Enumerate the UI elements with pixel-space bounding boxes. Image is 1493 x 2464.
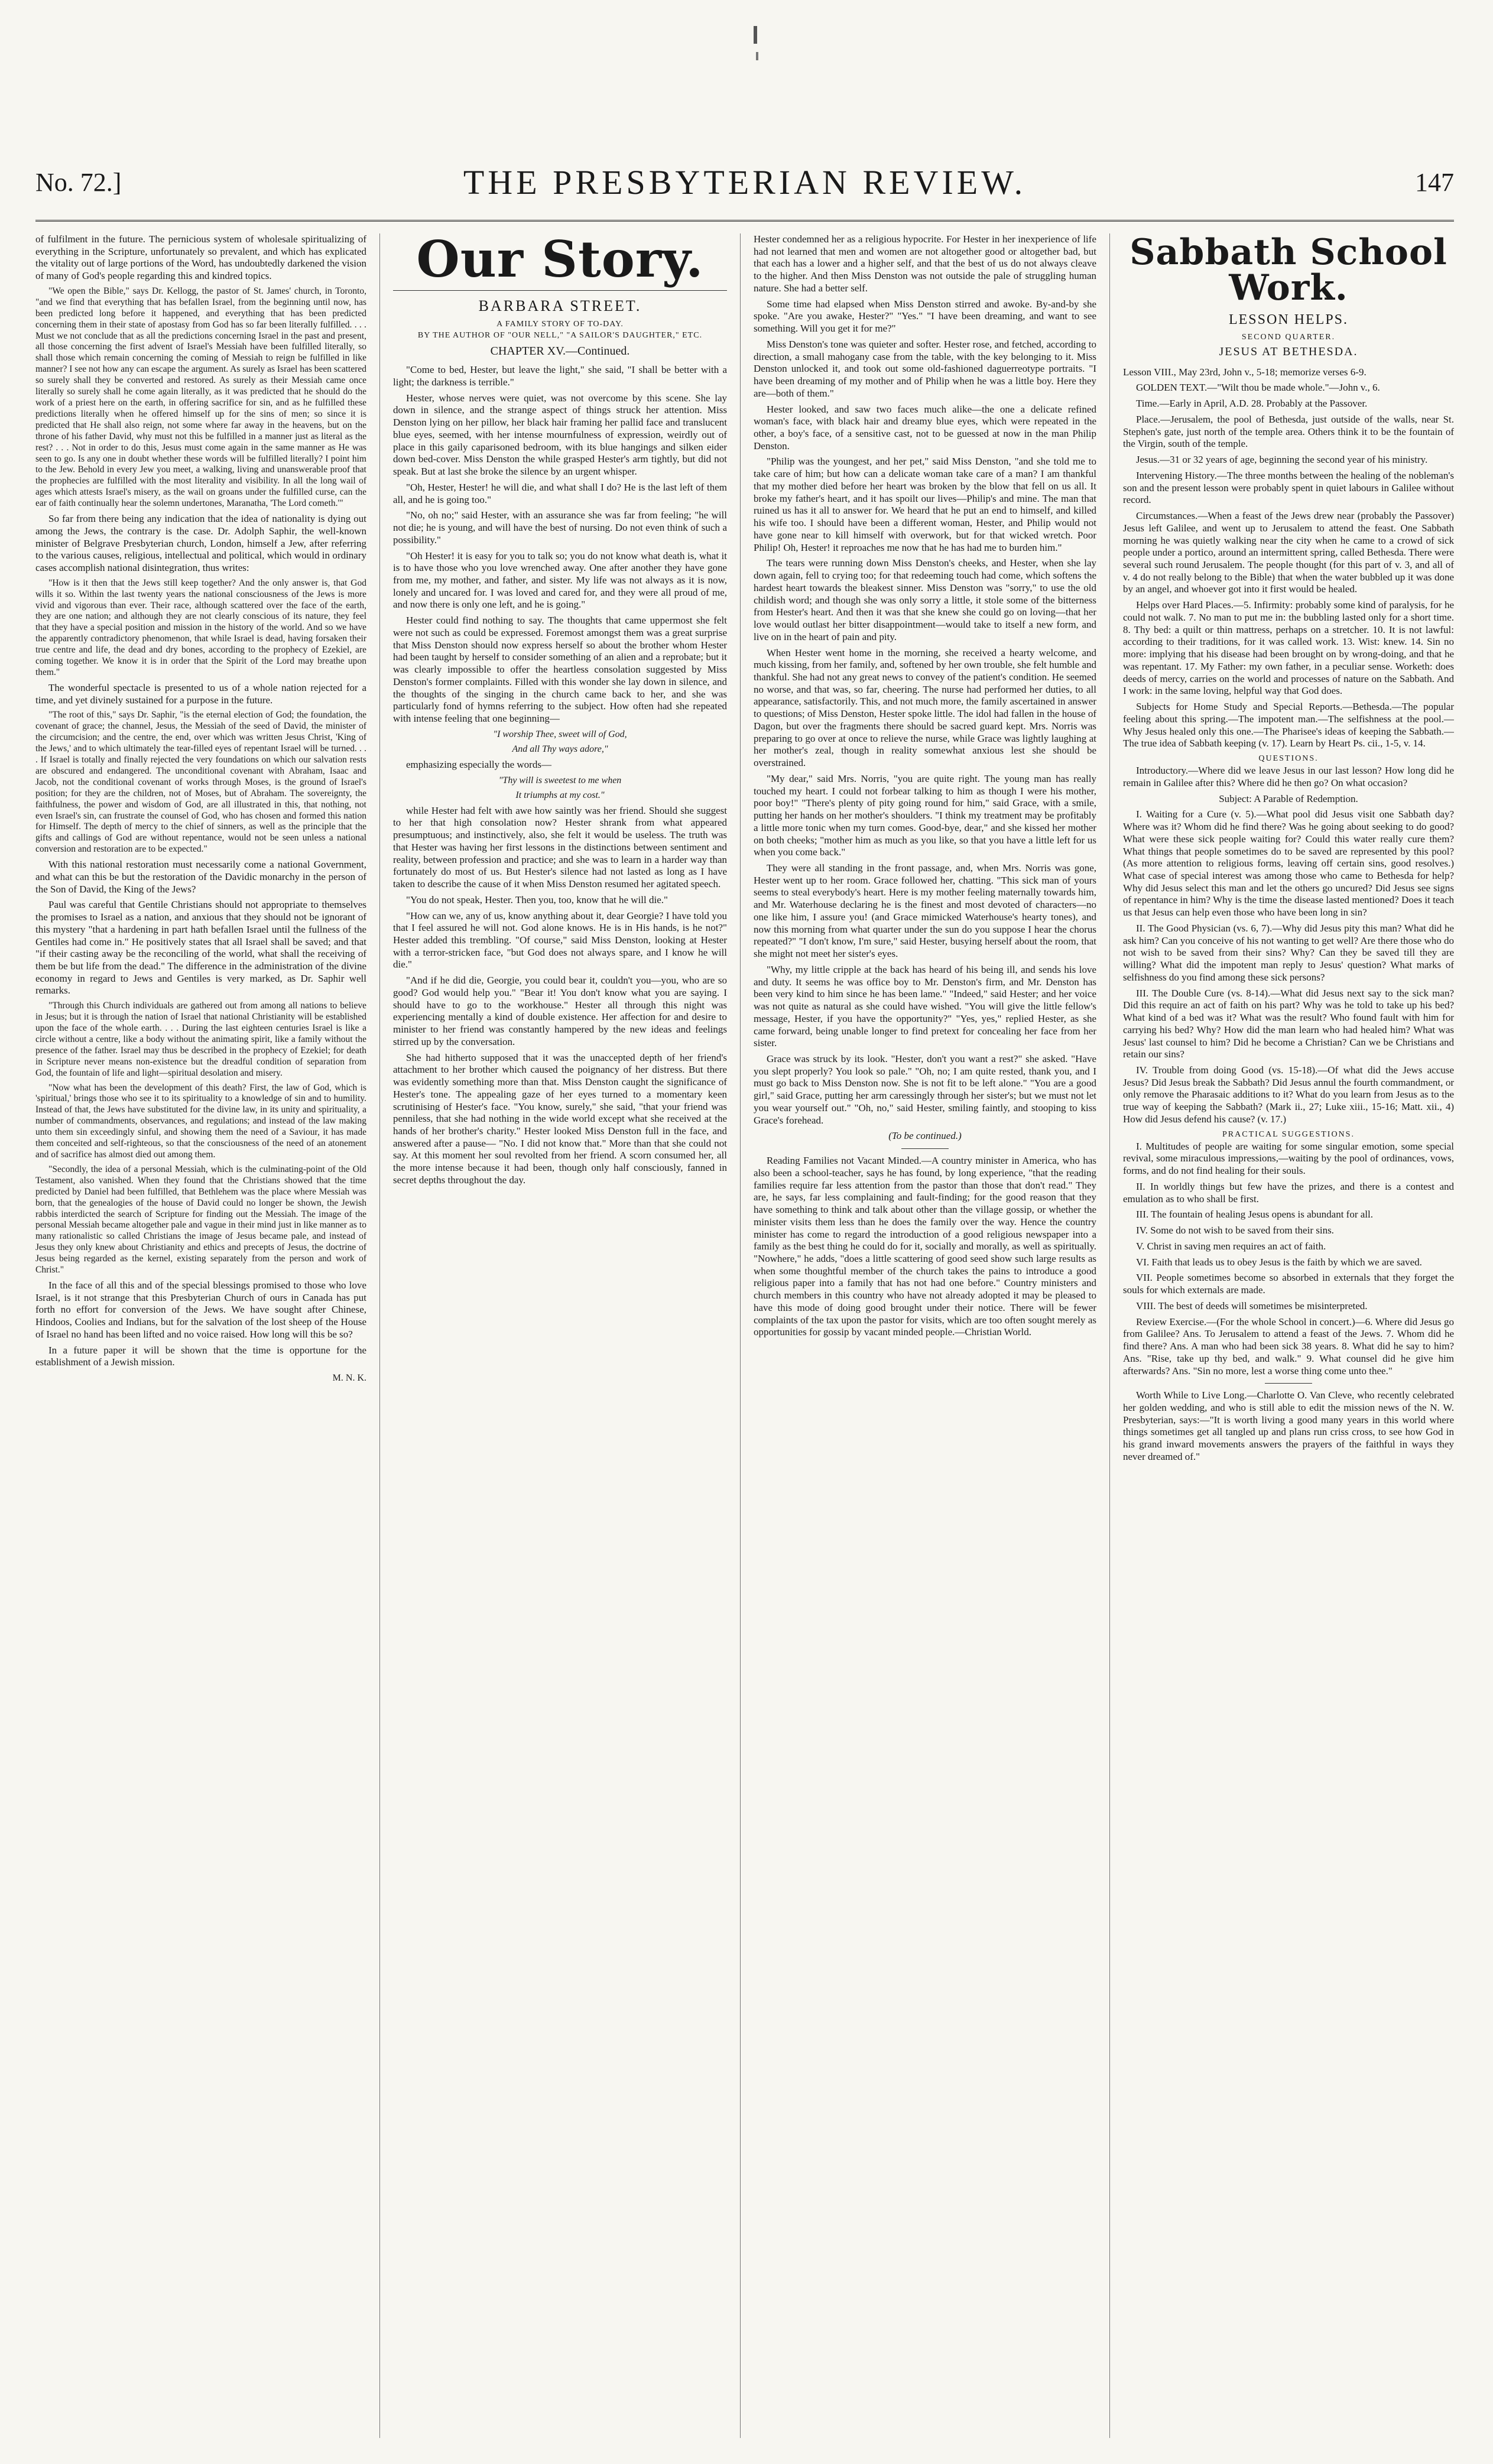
paragraph: III. The Double Cure (vs. 8-14).—What did Jesus next say to the sick man? Did this require an act of faith on his part? Why was he told to take up his bed? What kind of a bed was it? What was the result? Who found fault with him for carrying his bed? Why? How did the man learn who had healed him? What was Jesus' last counsel to him? Did he become a Christian? Can we be Christians and retain our sins? xyxy=(1123,987,1454,1060)
paragraph: Intervening History.—The three months between the healing of the nobleman's son and the present lesson were probably spent in quiet labours in Galilee without record. xyxy=(1123,469,1454,506)
page-number: 147 xyxy=(1415,168,1454,197)
paragraph: Paul was careful that Gentile Christians should not appropriate to themselves the promises to Israel as a nation, and anxious that they should not be ignorant of this mystery "that a hardening in part hath befallen Israel until the fullness of the Gentiles had come in." He positively states that all Israel shall be saved; and that "if their casting away be the reconciling of the world, what shall the receiving of them be but life from the dead." The difference in the administration of the divine economy in regard to Jews and Gentiles is very marked, as Dr. Saphir well remarks. xyxy=(35,899,366,996)
paragraph: "My dear," said Mrs. Norris, "you are quite right. The young man has really touched my heart. I could not forbear talking to him as though I were his mother, poor boy!" "There's plenty of pity going round for him," said Grace, with a smile, putting her hands on her mother's shoulders. "I think my treatment may be profitably a little more tonic when my turn comes. Good-bye, dear," and she kissed her mother on both cheeks; "mother him as much as you like, so that you have a little left for us when you come back." xyxy=(754,772,1096,858)
lesson-title: JESUS AT BETHESDA. xyxy=(1219,345,1358,359)
paragraph: She had hitherto supposed that it was the unaccepted depth of her friend's attachment to her brother which caused the poignancy of her distress. But there was evidently something more than that. Miss Denston caught the significance of Hester's tone. The appealing gaze of her eyes turned to a momentary keen scrutinising of Hester's face. "You know, surely," she said, "that your friend was penniless, that she had nothing in the wide world except what she received at the hands of her brother's charity." Hester looked Miss Denston full in the face, and answered after a pause— "No. I did not know that." More than that she could not say. At this moment her soul revolted from her friend. A scorn consumed her, all the more intense because it had been, though only half consciously, fanned in secret depths throughout the day. xyxy=(393,1051,727,1186)
column-divider xyxy=(379,233,380,2438)
paper-title: THE PRESBYTERIAN REVIEW. xyxy=(463,163,1027,202)
paragraph: Time.—Early in April, A.D. 28. Probably at the Passover. xyxy=(1136,398,1368,410)
paragraph: Review Exercise.—(For the whole School in concert.)—6. Where did Jesus go from Galilee? Ans. To Jerusalem to attend a feast of the Jews. 7. Whom did he find there? Ans. A man who had been sick 38 years. 8. What did he say to him? Ans. "Rise, take up thy bed, and walk." 9. What counsel did he give him afterwards? Ans. "Sin no more, lest a worse thing come unto thee." xyxy=(1123,1316,1454,1377)
paragraph: Miss Denston's tone was quieter and softer. Hester rose, and fetched, according to direction, a small mahogany case from the table, with the key belonging to it. Miss Denston unlocked it, and took out some old-fashioned daguerreotype portraits. "I have been dreaming of my mother and of Philip when he was a little boy. Here they are—both of them." xyxy=(754,338,1096,399)
paragraph: VI. Faith that leads us to obey Jesus is the faith by which we are saved. xyxy=(1136,1256,1422,1268)
paragraph: Grace was struck by its look. "Hester, don't you want a rest?" she asked. "Have you slept properly? You look so pale." "Oh, no; I am quite rested, thank you, and I must go back to Miss Denston now. She is not fit to be left alone." "You are a good girl," said Grace, putting her arm caressingly through her sister's; but we must not let you wear yourself out." "Oh, no," said Hester, smiling faintly, and stooping to kiss Grace's forehead. xyxy=(754,1053,1096,1126)
column-divider xyxy=(740,233,741,2438)
lesson-helps-heading: LESSON HELPS. xyxy=(1228,312,1349,327)
paragraph: Lesson VIII., May 23rd, John v., 5-18; memorize verses 6-9. xyxy=(1123,366,1367,378)
paragraph: Hester could find nothing to say. The thoughts that came uppermost she felt were not such as could be expressed. Foremost amongst them was a great surprise that Miss Denston should now express herself so about the brother whom Hester had been taught by herself to consider something of an alien and a reprobate; but it was clearly impossible to offer the heartless consolation suggested by Miss Denston's former complaints. Filled with this wonder she lay down in silence, and the thoughts of the singing in the church came back to her, and she was particularly fond of hymns referring to the subject. How often had she repeated with intense feeling that one beginning— xyxy=(393,615,727,725)
scan-mark-small xyxy=(756,52,758,60)
issue-number: No. 72.] xyxy=(35,168,122,197)
practical-heading: PRACTICAL SUGGESTIONS. xyxy=(1222,1129,1355,1139)
paragraph: emphasizing especially the words— xyxy=(406,758,551,770)
paragraph: Subjects for Home Study and Special Reports.—Bethesda.—The popular feeling about this spring.—The impotent man.—The selfishness at the pool.—Why Jesus healed only this one.—The Pharisee's ideas of keeping the Sabbath.—The true idea of Sabbath keeping (v. 17). Learn by Heart Ps. cii., 1-5, v. 14. xyxy=(1123,701,1454,749)
paragraph: Worth While to Live Long.—Charlotte O. Van Cleve, who recently celebrated her golden wedding, and who is still able to edit the mission news of the N. W. Presbyterian, says:—"It is worth living a good many years in this world where things sometimes get all tangled up and plans run criss cross, to see how God in his grand inward movements answers the prayers of the faithful in ways they never dreamed of." xyxy=(1123,1390,1454,1462)
paragraph: In the face of all this and of the special blessings promised to those who love Israel, is it not strange that this Presbyterian Church of ours in Canada has put forth no effort for conversion of the Jews. We have sought after Chinese, Hindoos, Coolies and Indians, but for the salvation of the lost sheep of the House of Israel no hand has been lifted and no voice raised. How long will this be so? xyxy=(35,1279,366,1340)
paragraph: "Oh, Hester, Hester! he will die, and what shall I do? He is the last left of them all, and he is going too." xyxy=(393,481,727,505)
paragraph: "Oh Hester! it is easy for you to talk so; you do not know what death is, what it is to have those who you love wrenched away. One after another they have gone from me, my mother, and father, and sister. My life was not always as it is now, lonely and uncared for. I was loved and cared for, and they were all proud of me, and now there is only one left, and he is going." xyxy=(393,550,727,611)
column-our-story xyxy=(393,233,727,2453)
paragraph: "And if he did die, Georgie, you could bear it, couldn't you—you, who are so good? God would help you." "Bear it! You don't know what you are saying. I should have to go to the workhouse." Hester all through this night was experiencing mentally a kind of double existence. Her affection for and desire to minister to her friend was constantly hampered by the new ideas and feelings stirred up by the conversation. xyxy=(393,975,727,1047)
paragraph: "No, oh no;" said Hester, with an assurance she was far from feeling; "he will not die; he is young, and will have the best of nursing. Do not even think of such a possibility." xyxy=(393,509,727,546)
column-story-continued xyxy=(754,233,1096,2453)
hymn-line: "Thy will is sweetest to me when xyxy=(498,775,622,785)
paragraph: "How can we, any of us, know anything about it, dear Georgie? I have told you that I feel assured he will not. God alone knows. He is in His hands, is he not?" Hester added this trembling. "Of course," said Miss Denston, looking at Hester with a terror-stricken face, "but God does not always spare, and I know he will die." xyxy=(393,910,727,970)
paragraph: IV. Some do not wish to be saved from their sins. xyxy=(1136,1225,1334,1236)
quotation: "The root of this," says Dr. Saphir, "is the eternal election of God; the foundation, the covenant of grace; the channel, Jesus, the Messiah of the seed of David, the minister of the circumcision; and the centre, the end, over which was written Jesus Christ, 'King of the Jews,' and to which ultimately the tear-filled eyes of repentant Israel will be turned. . . . If Israel is totally and finally rejected the very foundations on which our salvation rests are obscured and endangered. The unconditional covenant with Abraham, Isaac and Jacob, not the conditional covenant of works through Moses, is the ground of Israel's position; for they are the children, not of Moses, but of Abraham. The sovereignty, the faithfulness, the power and wisdom of God, are all illustrated in this, that nothing, not even Israel's sin, can frustrate the counsel of God, who has chosen and formed this nation for Himself. The depth of mercy to the chief of sinners, as well as the principle that the gifts and callings of God are without repentance, would not be seen unless a national conversion and restoration are to be expected." xyxy=(35,710,366,855)
paragraph: "You do not speak, Hester. Then you, too, know that he will die." xyxy=(406,894,668,905)
questions-heading: QUESTIONS. xyxy=(1258,754,1319,764)
paragraph: I. Multitudes of people are waiting for some singular emotion, some special revival, some miraculous impressions,—waiting by the pool of ordinances, vows, forms, and do not find healing for their souls. xyxy=(1123,1140,1454,1177)
paragraph: Reading Families not Vacant Minded.—A country minister in America, who has also been a school-teacher, says he has found, by long experience, "that the reading families require far less attention from the pastor than those that don't read." They are, he says, far less complaining and fault-finding; for the good reason that they have something to think and talk about other than the village gossip, or whether the minister visits them less than he does the family over the way. Hence the country minister has come to regard the introduction of a good religious newspaper into a family as the best thing he could do for it, socially and morally, as well as spiritually. "Nowhere," he adds, "does a little scattering of good seed show such large results as when some thoughtful member of the church takes the pains to introduce a good religious paper into a family that has not had one before." Country ministers and church members in this country who have not already adopted it may be pleased to have this mode of doing good brought under their notice. There will be fewer complaints of the tax upon the pastor for visits, which are too often sought merely as opportunities for gossip by vacant minded people.—Christian World. xyxy=(754,1155,1096,1338)
column-sabbath-school xyxy=(1123,233,1454,2453)
to-be-continued: (To be continued.) xyxy=(888,1130,962,1142)
author-signature: M. N. K. xyxy=(332,1373,366,1384)
paragraph: of fulfilment in the future. The pernicious system of wholesale spiritualizing of everything in the Scripture, unfortunately so prevalent, and which has explicated the vitality out of large portions of the Word, has undoubtedly darkened the vision of many of God's people regarding this and kindred topics. xyxy=(35,233,366,282)
paragraph: VII. People sometimes become so absorbed in externals that they forget the souls for which externals are made. xyxy=(1123,1272,1454,1296)
paragraph: VIII. The best of deeds will sometimes be misinterpreted. xyxy=(1136,1300,1368,1311)
divider xyxy=(1265,1383,1312,1384)
paragraph: Introductory.—Where did we leave Jesus in our last lesson? How long did he remain in Galilee after this? Where did he then go? On what occasion? xyxy=(1123,765,1454,788)
paragraph: Helps over Hard Places.—5. Infirmity: probably some kind of paralysis, for he could not walk. 7. No man to put me in: the bubbling lasted only for a short time. 8. Thy bed: a quilt or thin mattress, perhaps on a stretcher. 10. It is not lawful: according to their traditions, for it was called work. 13. Wist: knew. 14. Sin no more: implying that his disease had been brought on by wrong-doing, and that he was repentant. 17. My Father: my own father, in a peculiar sense. Worketh: does deeds of mercy, carries on the world and processes of nature on the Sabbath. And I work: in the same loving, helpful way that God does. xyxy=(1123,599,1454,697)
paragraph: With this national restoration must necessarily come a national Government, and what can this be but the restoration of the Davidic monarchy in the person of the Son of David, the King of the Jews? xyxy=(35,859,366,895)
paragraph: They were all standing in the front passage, and, when Mrs. Norris was gone, Hester went up to her room. Grace followed her, chatting. "This sick man of yours seems to steal everybody's heart. Here is my mother feeling maternally towards him, and Mr. Waterhouse declaring he is the finest and most devoted of characters—no one like him, I assure you! (and Grace mimicked Waterhouse's hearty tones), and now this morning from what quarter under the sun do you suppose I hear the chorus repeated?" "I don't know, I'm sure," said Hester, busying herself about the room, that she might not meet her sister's eyes. xyxy=(754,862,1096,960)
paragraph: Hester looked, and saw two faces much alike—the one a delicate refined woman's face, with black hair and dreamy blue eyes, which were repeated in the other, a boy's face, of a sensitive cast, not to be guessed at now in the man Philip Denston. xyxy=(754,403,1096,452)
section-heading: Our Story. xyxy=(416,233,704,288)
paragraph: In a future paper it will be shown that the time is opportune for the establishment of a Jewish mission. xyxy=(35,1344,366,1368)
paragraph: II. In worldly things but few have the prizes, and there is a contest and emulation as to who shall be first. xyxy=(1123,1180,1454,1205)
paragraph: V. Christ in saving men requires an act of faith. xyxy=(1136,1240,1326,1252)
paragraph: Circumstances.—When a feast of the Jews drew near (probably the Passover) Jesus left Galilee, and went up to Jerusalem to attend the feast. One Sabbath morning he was quietly walking near the city when he came to a crowd of sick people under a portico, around an intermittent spring, called Bethesda. There were several such round Jerusalem. The people thought (for this part of v. 3, and all of v. 4 do not really belong to the Bible) that when the water bubbled up it was done by an angel, and whoever got into it first would be healed. xyxy=(1123,510,1454,595)
paragraph: Hester condemned her as a religious hypocrite. For Hester in her inexperience of life had not learned that men and women are not altogether good or altogether bad, but that each has a lower and a higher self, and that the best of us do not always cleave to the higher. And then Miss Denston was not outside the pale of struggling human nature. She had a better self. xyxy=(754,233,1096,294)
paragraph: So far from there being any indication that the idea of nationality is dying out among the Jews, the contrary is the case. Dr. Adolph Saphir, the well-known minister of Belgrave Presbyterian church, London, himself a Jew, after referring to the various causes, religious, intellectual and political, which would in ordinary cases accomplish national disintegration, thus writes: xyxy=(35,513,366,573)
paragraph: Hester, whose nerves were quiet, was not overcome by this scene. She lay down in silence, and the strange aspect of things struck her attention. Miss Denston lying on her pillow, her black hair framing her pallid face and translucent blue eyes, seemed, with her intense mournfulness of expression, weirdly out of place in this gaily caparisoned bedroom, with its blue hangings and silken eider down bed-cover. Miss Denston the while grasped Hester's arm tightly, but did not speak. But at last she broke the silence by an urgent whisper. xyxy=(393,392,727,478)
paragraph: The tears were running down Miss Denston's cheeks, and Hester, when she lay down again, fell to crying too; for that redeeming touch had come, which softens the hardest heart towards the bleakest sinner. Miss Denston was "sorry," to use the old childish word; and though she was only sorry a little, it stole some of the bitterness from Hester's heart. And then it was that she knew she could go on loving—that her love would outlast her bitter disappointment—would take to itself a new form, and live on in the heart of pain and pity. xyxy=(754,557,1096,642)
paragraph: "Come to bed, Hester, but leave the light," she said, "I shall be better with a light; the darkness is terrible." xyxy=(393,364,727,388)
section-heading: Sabbath School Work. xyxy=(1130,233,1447,309)
paragraph: IV. Trouble from doing Good (vs. 15-18).—Of what did the Jews accuse Jesus? Did Jesus break the Sabbath? Did Jesus annul the fourth commandment, or only remove the Pharasaic additions to it? What do you learn from Jesus as to the true way of keeping the Sabbath? (Mark ii., 27; Luke xiii., 15-16; Matt. xii., 4) How did Jesus defend his cause? (v. 17.) xyxy=(1123,1064,1454,1125)
chapter-heading: CHAPTER XV.—Continued. xyxy=(490,344,630,358)
paragraph: "Philip was the youngest, and her pet," said Miss Denston, "and she told me to take care of him; but how can a delicate woman take care of a man? I am thankful that my mother died before her heart was broken by the blow that fell on us all. It broke my father's heart, and it has spoilt our lives—Philip's and mine. The man that ruined us has it all to answer for. We heard that he put an end to himself, and killed his wife too. I should have been a different woman, Hester, and Philip would not have gone near to kill himself with overwork, but for that wicked wretch. Poor Philip! Oh, Hester! it reproaches me now that he has had me to burden him." xyxy=(754,456,1096,553)
hymn-line: "I worship Thee, sweet will of God, xyxy=(493,729,627,739)
story-subtitle: A FAMILY STORY OF TO-DAY. xyxy=(496,319,624,329)
paragraph: while Hester had felt with awe how saintly was her friend. Should she suggest to her that high consolation now? Hester shrank from what appeared presumptuous; and instinctively, also, she felt it would be useless. The truth was that Hester was having her first lessons in the distinctions between sentiment and reality, between profession and practice; and she was to learn in a harder way than fortunately do most of us. But Hester's silence had not lasted as long as I have taken to describe the cause of it when Miss Denston resumed her agitated speech. xyxy=(393,804,727,890)
golden-text: GOLDEN TEXT.—"Wilt thou be made whole."—John v., 6. xyxy=(1136,382,1380,394)
subject-line: Subject: A Parable of Redemption. xyxy=(1219,793,1358,804)
paragraph: The wonderful spectacle is presented to us of a whole nation rejected for a time, and yet divinely sustained for a purpose in the future. xyxy=(35,681,366,706)
divider xyxy=(901,1148,949,1149)
paragraph: When Hester went home in the morning, she received a hearty welcome, and much kissing, from her family, and, softened by her own trouble, she felt humble and thankful. She had not any great news to convey of the patient's condition. He seemed no worse, and that was, so far, cheering. The nurse had performed her duties, to all appearance, satisfactorily. This, and not much more, the family ascertained in answer to questions; of Miss Denston, Hester spoke little. The idol had fallen in the house of Dagon, but over the fragments there should be sacred guard kept. Mrs. Norris was preparing to go over at once to relieve the nurse, while Grace was lightly laughing at her mother's zeal, though in reality somewhat anxious lest she should be overstrained. xyxy=(754,647,1096,769)
quotation: "Secondly, the idea of a personal Messiah, which is the culminating-point of the Old Testament, also vanished. When they found that the Christians showed that the time predicted by Daniel had been fulfilled, that Bethlehem was the place where Messiah was born, that the genealogies of the house of David could no longer be shown, the Jewish rabbis interdicted the search of Scripture for finding out the Messiah. The image of the personal Messiah became altogether pale and vague in their mind just in like manner as to many rationalistic so called Christians the image of Jesus became pale, and instead of Jesus they only knew about Christianity and ethics and precepts of Jesus, the doctrine of Jesus being regarded as the kernel, existing separately from the person and work of Christ." xyxy=(35,1164,366,1275)
column-restoration-article xyxy=(35,233,366,2453)
paragraph: Place.—Jerusalem, the pool of Bethesda, just outside of the walls, near St. Stephen's gate, just north of the temple area. Others think it to be the fountain of the Virgin, south of the temple. xyxy=(1123,413,1454,450)
paragraph: Some time had elapsed when Miss Denston stirred and awoke. By-and-by she spoke. "Are you awake, Hester?" "Yes." "I have been dreaming, and want to see something. Will you get it for me?" xyxy=(754,298,1096,335)
story-title: BARBARA STREET. xyxy=(393,290,727,316)
story-byline: BY THE AUTHOR OF "OUR NELL," "A SAILOR'S DAUGHTER," ETC. xyxy=(417,330,703,340)
paragraph: II. The Good Physician (vs. 6, 7).—Why did Jesus pity this man? What did he ask him? Can you conceive of his not wanting to get well? Are there those who do not wish to be saved from their sins? Why? Can they be saved till they are willing? What did the impotent man reply to Jesus' question? What marks of selfishness do you find among these sick persons? xyxy=(1123,922,1454,983)
paragraph: III. The fountain of healing Jesus opens is abundant for all. xyxy=(1136,1209,1373,1220)
column-divider xyxy=(1109,233,1110,2438)
paragraph: Jesus.—31 or 32 years of age, beginning the second year of his ministry. xyxy=(1136,454,1428,466)
hymn-line: It triumphs at my cost." xyxy=(515,790,605,801)
scan-mark xyxy=(754,26,757,44)
quotation: "How is it then that the Jews still keep together? And the only answer is, that God wills it so. Within the last twenty years the national consciousness of the Jews is more vivid and vigorous than ever. Their race, although scattered over the face of the earth, they are one nation; and although they are not clearly conscious of its nature, they feel that they have a special position and mission in the history of the world. And so we have the apparently contradictory phenomenon, that while Israel is dead, having forsaken their true centre and life, the dead and dry bones, according to the prophecy of Ezekiel, are coming together. We know it is in order that the Spirit of the Lord may breathe upon them." xyxy=(35,577,366,677)
quotation: "Now what has been the development of this death? First, the law of God, which is 'spiritual,' brings those who see it to its spirituality to a knowledge of sin and to humility. Instead of that, the Jews have substituted for the divine law, in its unity and spirituality, a number of commandments, observances, and regulations; and instead of the law making unto them sin exceedingly sinful, and showing them the need of a Saviour, it has made them conceited and self-righteous, so that the consciousness of the need of an atonement and of sacrifice has almost died out among them. xyxy=(35,1082,366,1160)
quarter-label: SECOND QUARTER. xyxy=(1241,333,1336,342)
paragraph: "Why, my little cripple at the back has heard of his being ill, and sends his love and duty. It seems he was office boy to Mr. Denston's firm, and Mr. Denston has been very kind to him since he has been lame." "Indeed," said Hester; and her voice was not quite as natural as she could have wished. "You will give the little fellow's message, Hester, if you have the opportunity?" "Yes, yes," replied Hester, as she came forward, being unable longer to find pretext for concealing her face from her sister. xyxy=(754,963,1096,1049)
quotation: "We open the Bible," says Dr. Kellogg, the pastor of St. James' church, in Toronto, "and we find that everything that has befallen Israel, from the beginning until now, has been predicted long before it happened, and everything that has been predicted concerning them in their state of apostasy from God has so far been literally fulfilled. . . . Must we not conclude that as all the predictions concerning Israel in the past and present, all those concerning the first advent of Israel's Messiah have been fulfilled literally, so shall those which remain concerning the coming of Messiah to reign be fulfilled in like manner? I see not how any can escape the argument. As surely as Israel has been scattered so surely shall they be converted and restored. As surely as their Messiah came once literally so surely shall he come again literally, as it was predicted that he should do the work of a priest here on the earth, in offering sacrifice for sin, and as he fulfilled these predictions literally when he offered himself up for the sins of men; so since it is predicted that He shall also reign, not some where far away in the heavens, but on the throne of his father David, why must not this be fulfilled in a manner just as literal as the rest? . . . Not in order to do this, Jesus must come again in the same manner as He was seen to go. Is any one in doubt whether these words will be fulfilled literally? I point him to the Jew. Behold in every Jew you meet, a walking, living and unanswerable proof that the prophecies are fulfilled with the most literality and visibility. In all the long wail of ages which attests Israel's misery, as the wail on groans under the fulfilled curse, can the ear of faith continually hear the solemn undertones, Maranatha, 'The Lord cometh.'" xyxy=(35,285,366,509)
hymn-line: And all Thy ways adore," xyxy=(512,744,608,755)
quotation: "Through this Church individuals are gathered out from among all nations to believe in Jesus; but it is through the nation of Israel that national Christianity will be established upon the face of the whole earth. . . . During the last eighteen centuries Israel is like a circle without a centre, like a body without the animating spirit, like a family without the presence of the father. Israel may thus be described in the prophecy of Ezekiel; for death in Scripture never means non-existence but the dreadful condition of separation from God, the fountain of life and light—spiritual desolation and misery. xyxy=(35,1001,366,1078)
masthead xyxy=(35,163,1454,210)
header-rule xyxy=(35,220,1454,222)
paragraph: I. Waiting for a Cure (v. 5).—What pool did Jesus visit one Sabbath day? Where was it? Whom did he find there? Was he going about seeking to do good? What were these sick people waiting for? Could this water really cure them? What things that people sometimes do to be saved are represented by this pool? (As more attention to religious forms, leaving off certain sins, good resolves.) What case of special interest was among those who came to Bethesda for help? Why did Jesus select this man and let the others go uncured? Did Jesus see signs of repentance in him? Why is the time the disease lasted mentioned? Does it teach us that Jesus can help even those who have been long in sin? xyxy=(1123,809,1454,918)
